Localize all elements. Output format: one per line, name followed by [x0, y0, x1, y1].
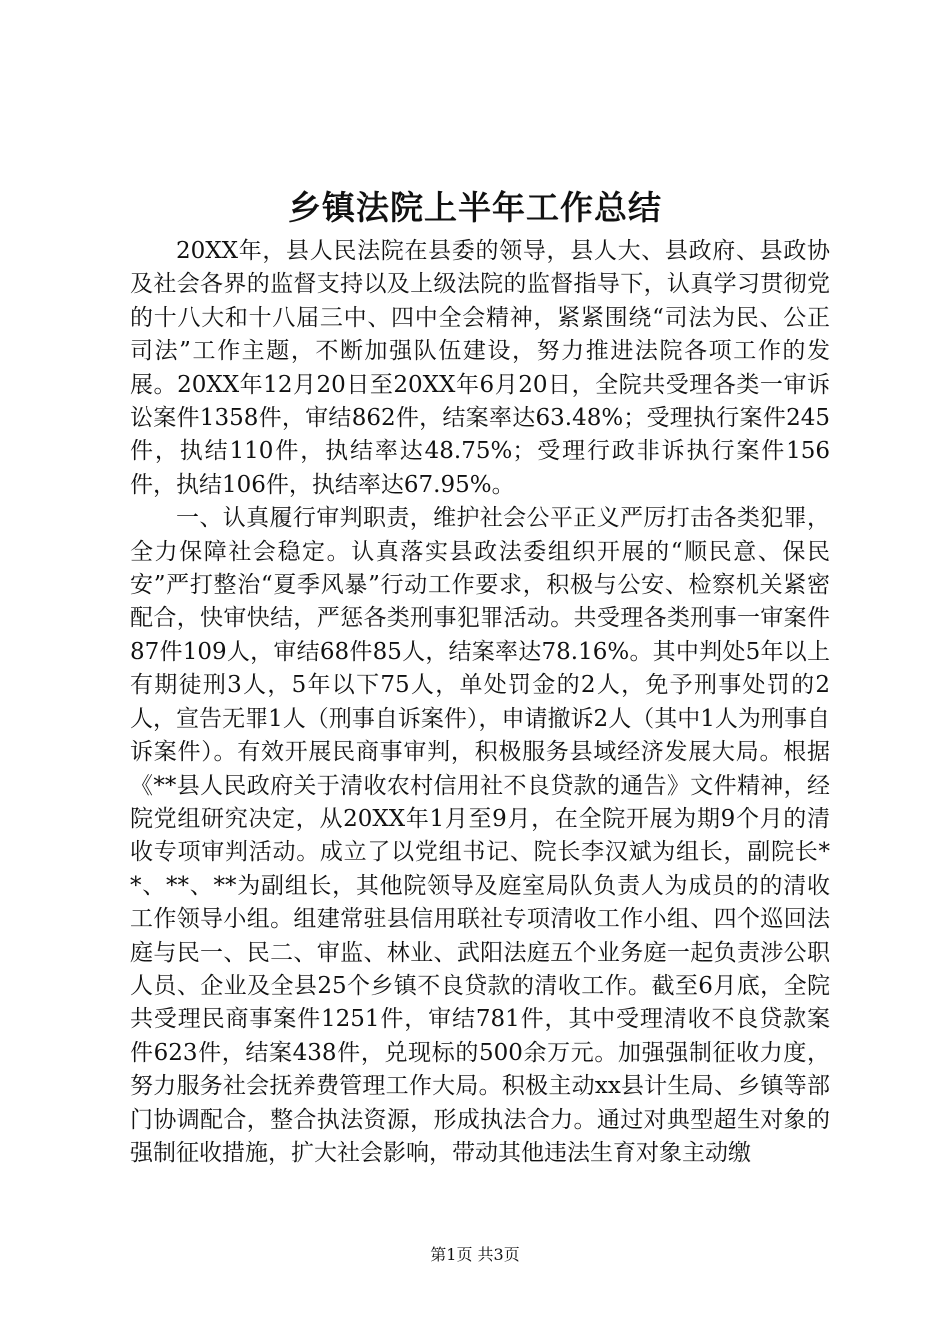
document-body [130, 235, 830, 1170]
page-number-footer: 第1页 共3页 [430, 1245, 520, 1264]
document-title: 乡镇法院上半年工作总结 [288, 188, 662, 227]
paragraph-intro: 20XX年，县人民法院在县委的领导，县人大、县政府、县政协及社会各界的监督支持以及上级法院的监督指导下，认真学习贯彻党的十八大和十八届三中、四中全会精神，紧紧围绕“司法为民、公正司法”工作主题，不断加强队伍建设，努力推进法院各项工作的发展。20XX年12月20日至20XX年6月20日，全院共受理各类一审诉讼案件1358件，审结862件，结案率达63.48%；受理执行案件245件，执结110件，执结率达48.75%；受理行政非诉执行案件156件，执结106件，执结率达67.95%。 [130, 238, 830, 498]
paragraph-section-one: 一、认真履行审判职责，维护社会公平正义严厉打击各类犯罪，全力保障社会稳定。认真落实县政法委组织开展的“顺民意、保民安”严打整治“夏季风暴”行动工作要求，积极与公安、检察机关紧密配合，快审快结，严惩各类刑事犯罪活动。共受理各类刑事一审案件87件109人，审结68件85人，结案率达78.16%。其中判处5年以上有期徒刑3人，5年以下75人，单处罚金的2人，免予刑事处罚的2人，宣告无罪1人（刑事自诉案件），申请撤诉2人（其中1人为刑事自诉案件）。有效开展民商事审判，积极服务县域经济发展大局。根据《**县人民政府关于清收农村信用社不良贷款的通告》文件精神，经院党组研究决定，从20XX年1月至9月，在全院开展为期9个月的清收专项审判活动。成立了以党组书记、院长李汉斌为组长，副院长**、**、**为副组长，其他院领导及庭室局队负责人为成员的的清收工作领导小组。组建常驻县信用联社专项清收工作小组、四个巡回法庭与民一、民二、审监、林业、武阳法庭五个业务庭一起负责涉公职人员、企业及全县25个乡镇不良贷款的清收工作。截至6月底，全院共受理民商事案件1251件，审结781件，其中受理清收不良贷款案件623件，结案438件，兑现标的500余万元。加强强制征收力度，努力服务社会抚养费管理工作大局。积极主动xx县计生局、乡镇等部门协调配合，整合执法资源，形成执法合力。通过对典型超生对象的强制征收措施，扩大社会影响，带动其他违法生育对象主动缴 [130, 505, 830, 1166]
